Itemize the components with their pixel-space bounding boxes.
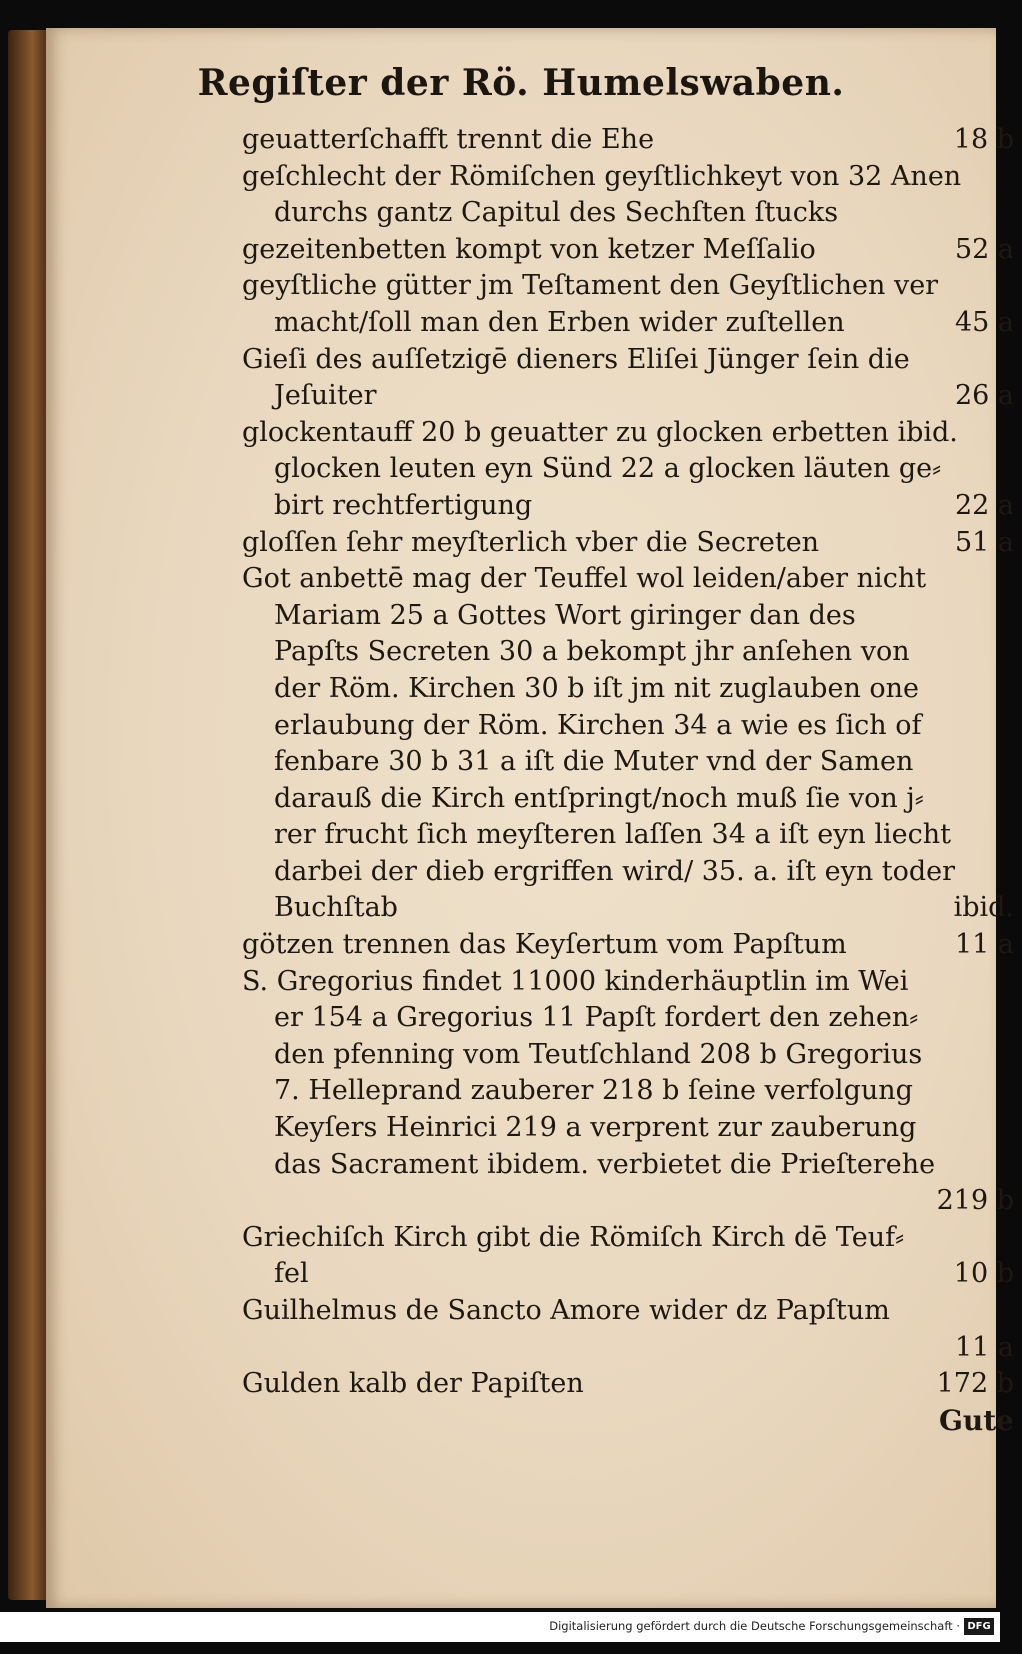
page-reference: 52 a [954,233,1014,265]
page-reference: 22 a [954,489,1014,521]
page-reference: 172 b [936,1368,1014,1400]
entry-text: den pfenning vom Teutſchland 208 b Gregorius [274,1038,923,1070]
register-line [242,1293,1022,1330]
entry-text: birt rechtfertigung [274,489,533,521]
register-line [242,854,1022,891]
entry-text: Mariam 25 a Gottes Wort giringer dan des [274,599,856,631]
register-line [242,488,1022,525]
entry-text: glockentauff 20 b geuatter zu glocken erbetten ibid. [242,416,958,448]
register-line [242,1037,1022,1074]
register-line [242,1183,1022,1220]
register-line [242,1110,1022,1147]
register-line [242,1366,1022,1403]
register-line [242,1073,1022,1110]
entry-text: macht/ſoll man den Erben wider zuſtellen [274,306,845,338]
entry-text: Got anbettē mag der Teuffel wol leiden/aber nicht [242,563,927,595]
entry-text: Griechiſch Kirch gibt die Römiſch Kirch dē Teuf⸗ [242,1221,905,1253]
entry-text: Keyſers Heinrici 219 a verprent zur zauberung [274,1112,917,1144]
register-line [242,525,1022,562]
register-line [242,1000,1022,1037]
page-reference: 10 b [953,1258,1014,1290]
register-line [242,415,1022,452]
register-line [242,1220,1022,1257]
register-line [242,634,1022,671]
entry-text: durchs gantz Capitul des Sechſten ſtucks [274,197,839,229]
entry-text: darbei der dieb ergriffen wird/ 35. a. iſt eyn toder [274,855,956,887]
footer-bar [0,1612,1000,1642]
register-line [242,890,1022,927]
entry-text: 7. Helleprand zauberer 218 b ſeine verfolgung [274,1075,913,1107]
page-reference: 51 a [954,526,1014,558]
funding-notice: Digitalisierung gefördert durch die Deutsche Forschungsgemeinschaft · [549,1619,960,1633]
page-reference: 11 a [954,1331,1014,1363]
register-line [242,232,1022,269]
register-line [242,1330,1022,1367]
register-line [242,927,1022,964]
entry-text: gloſſen ſehr meyſterlich vber die Secreten [242,526,820,558]
register-line [242,378,1022,415]
entry-text: das Sacrament ibidem. verbietet die Prieſterehe [274,1148,936,1180]
entry-text: Jeſuiter [274,380,377,412]
entry-text: erlaubung der Röm. Kirchen 34 a wie es ſich of [274,709,922,741]
page-reference: 219 b [936,1185,1014,1217]
book-page [46,28,1014,1608]
entry-text: darauß die Kirch entſpringt/noch muß ſie von j⸗ [274,782,924,814]
entry-text: geuatterſchafft trennt die Ehe [242,124,655,155]
entry-text: glocken leuten eyn Sünd 22 a glocken läuten ge⸗ [274,453,942,485]
page-reference: 45 a [954,306,1014,338]
entry-text: rer frucht ſich meyſteren laſſen 34 a iſt eyn liecht [274,819,952,851]
register-line [242,708,1022,745]
register-line [242,268,1022,305]
register-entries [242,122,1022,1439]
entry-text: der Röm. Kirchen 30 b iſt jm nit zuglauben one [274,672,920,704]
register-line [242,195,1022,232]
catchword-line [242,1403,1022,1440]
entry-text: gezeitenbetten kompt von ketzer Meſſalio [242,233,816,265]
catchword: Gute [938,1403,1014,1437]
page-reference: 18 b [953,124,1014,155]
register-line [242,561,1022,598]
register-line [242,598,1022,635]
entry-text: Gieſi des auſſetzigē dieners Eliſei Jünger ſein die [242,343,910,375]
entry-text: Gulden kalb der Papiſten [242,1368,584,1400]
page-reference: ibid. [953,892,1014,924]
register-line [242,1147,1022,1184]
entry-text: götzen trennen das Keyſertum vom Papſtum [242,929,847,961]
entry-text: Buchſtab [274,892,398,924]
register-line [242,671,1022,708]
entry-text: geyſtliche gütter jm Teſtament den Geyſtlichen ver [242,270,939,302]
register-line [242,1256,1022,1293]
entry-text: S. Gregorius findet 11000 kinderhäuptlin im Wei [242,965,909,997]
entry-text: geſchlecht der Römiſchen geyſtlichkeyt von 32 Anen [242,160,962,192]
page-header: Regiſter der Rö. Humelswaben. [197,62,845,104]
page-reference: 26 a [954,380,1014,412]
register-line [242,305,1022,342]
dfg-logo: DFG [964,1618,994,1635]
register-line [242,744,1022,781]
entry-text: Guilhelmus de Sancto Amore wider dz Papſtum [242,1295,890,1326]
register-line [242,451,1022,488]
register-line [242,781,1022,818]
entry-text: er 154 a Gregorius 11 Papſt fordert den zehen⸗ [274,1002,919,1034]
page-reference: 11 a [954,929,1014,961]
register-line [242,122,1022,159]
register-line [242,159,1022,196]
register-line [242,342,1022,379]
register-line [242,817,1022,854]
entry-text: fel [274,1258,309,1290]
entry-text: Papſts Secreten 30 a bekompt jhr anſehen von [274,636,910,668]
register-line [242,964,1022,1001]
entry-text: fenbare 30 b 31 a iſt die Muter vnd der Samen [274,746,914,778]
